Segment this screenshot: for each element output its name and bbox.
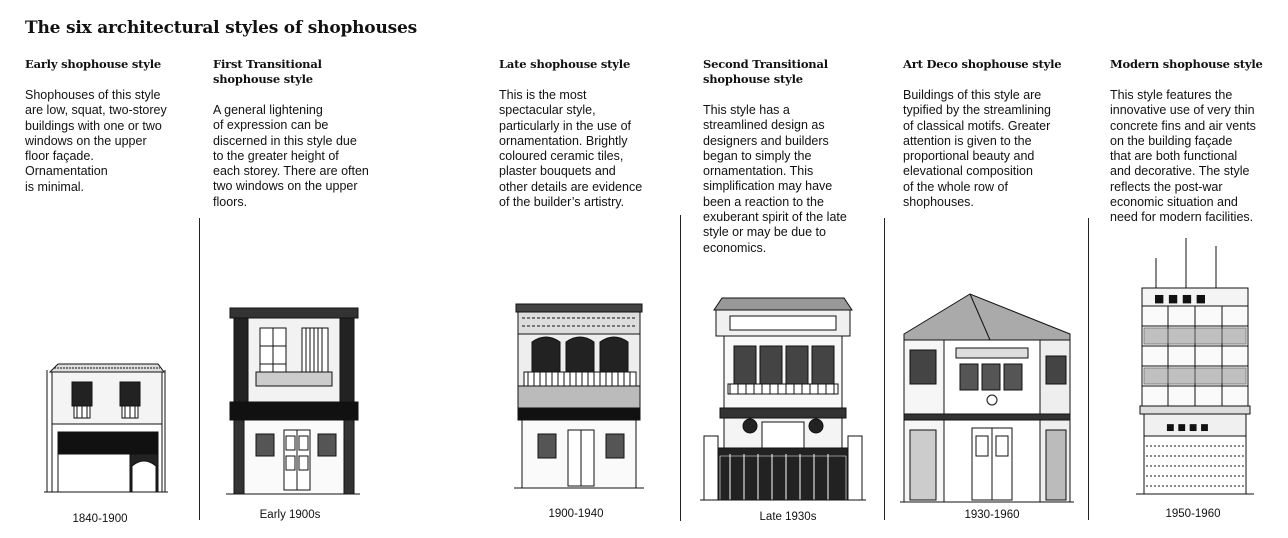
- period-second-transitional: Late 1930s: [759, 511, 817, 523]
- column-divider: [884, 218, 885, 520]
- style-desc-early: Shophouses of this style are low, squat, two-storey buildings with one or two windows on the upper floor façade. Ornamentation is minimal.: [25, 88, 167, 194]
- style-desc-second-transitional: This style has a streamlined design as designers and builders began to simply the ornamentation. This simplification may have been a reaction to the exuberant spirit of the late style or may be due to economics.: [703, 103, 847, 255]
- page-title: The six architectural styles of shophouses: [25, 18, 417, 38]
- style-desc-late: This is the most spectacular style, particularly in the use of ornamentation. Brightly coloured ceramic tiles, plaster bouquets and other details are evidence of the builder’s artistry.: [499, 88, 643, 210]
- art-deco-shophouse-illustration: [900, 290, 1074, 504]
- first-transitional-shophouse-illustration: [226, 306, 360, 496]
- style-title-first-transitional: First Transitional shophouse style: [213, 57, 322, 86]
- style-desc-modern: This style features the innovative use of very thin concrete fins and air vents on the building façade that are both functional and decorative. The style reflects the post-war economic situation and need for modern facilities.: [1110, 88, 1256, 225]
- period-first-transitional: Early 1900s: [259, 509, 321, 521]
- late-shophouse-illustration: [514, 302, 644, 492]
- style-title-second-transitional: Second Transitional shophouse style: [703, 57, 828, 86]
- period-modern: 1950-1960: [1165, 508, 1221, 520]
- style-title-art-deco: Art Deco shophouse style: [903, 57, 1062, 71]
- modern-shophouse-illustration: [1136, 236, 1254, 498]
- svg-text:■ ■ ■ ■: ■ ■ ■ ■: [1154, 292, 1207, 305]
- column-divider: [680, 215, 681, 521]
- style-title-late: Late shophouse style: [499, 57, 631, 71]
- style-title-modern: Modern shophouse style: [1110, 57, 1263, 71]
- period-early: 1840-1900: [72, 513, 128, 525]
- column-divider: [199, 218, 200, 520]
- style-title-early: Early shophouse style: [25, 57, 162, 71]
- style-desc-first-transitional: A general lightening of expression can be discerned in this style due to the greater height of each storey. There are often two windows on the upper floors.: [213, 103, 369, 209]
- second-transitional-shophouse-illustration: [700, 296, 866, 502]
- style-desc-art-deco: Buildings of this style are typified by the streamlining of classical motifs. Greater attention is given to the proportional beauty and elevational composition of the whole row of shophouses.: [903, 88, 1051, 210]
- svg-text:■ ■ ■ ■: ■ ■ ■ ■: [1166, 423, 1209, 433]
- column-divider: [1088, 218, 1089, 520]
- early-shophouse-illustration: [44, 356, 168, 496]
- period-late: 1900-1940: [548, 508, 604, 520]
- period-art-deco: 1930-1960: [964, 509, 1020, 521]
